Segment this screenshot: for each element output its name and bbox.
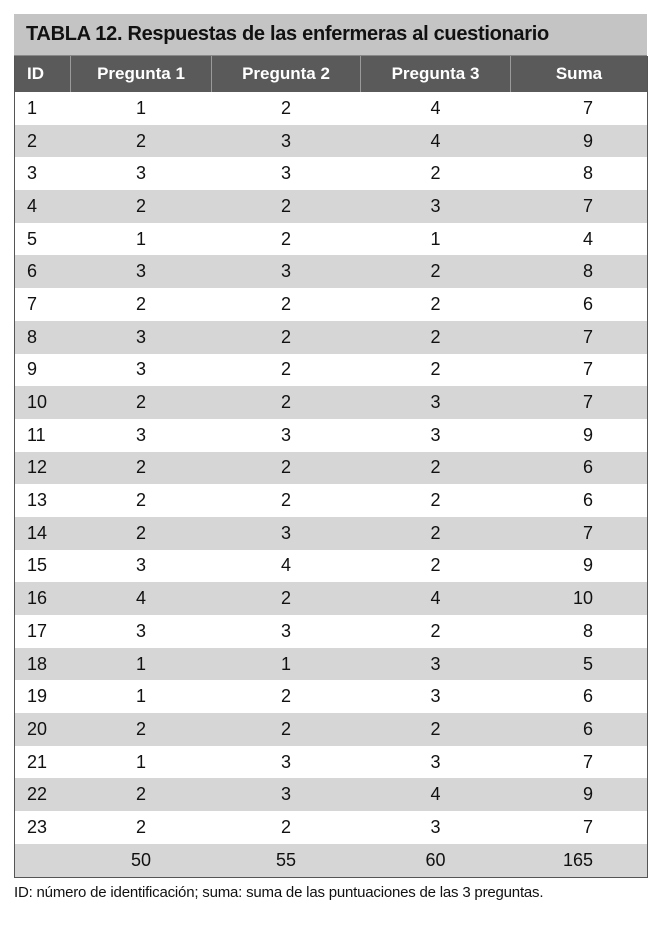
pregunta-2-cell: 2 (212, 386, 361, 419)
totals-row (15, 844, 648, 877)
pregunta-2-cell: 3 (212, 125, 361, 158)
id-cell: 6 (15, 255, 71, 288)
pregunta-2-cell: 2 (212, 582, 361, 615)
table-row (15, 713, 648, 746)
pregunta-3-cell: 2 (361, 517, 511, 550)
footnote: ID: número de identificación; suma: suma de las puntuaciones de las 3 preguntas. (14, 884, 544, 901)
table-row (15, 550, 648, 583)
table-row (15, 452, 648, 485)
table-body (15, 92, 648, 877)
id-cell: 15 (27, 555, 48, 576)
suma-cell: 7 (582, 751, 593, 772)
pregunta-2-cell: 2 (280, 359, 291, 380)
id-cell: 17 (27, 620, 48, 641)
responses-table (14, 56, 648, 878)
suma-cell: 9 (511, 125, 648, 158)
table-row (15, 680, 648, 713)
table-row (15, 223, 648, 256)
suma-cell: 6 (582, 686, 593, 707)
suma-cell: 7 (582, 97, 593, 118)
suma-cell: 8 (511, 255, 648, 288)
header-pregunta-2: Pregunta 2 (212, 56, 361, 92)
suma-cell: 7 (582, 816, 593, 837)
pregunta-3-cell: 4 (361, 125, 511, 158)
table-row (15, 92, 648, 125)
id-cell: 8 (15, 321, 71, 354)
suma-cell: 7 (511, 386, 648, 419)
header-pregunta-1: Pregunta 1 (71, 56, 212, 92)
pregunta-1-cell: 2 (71, 386, 212, 419)
pregunta-3-cell: 2 (430, 620, 441, 641)
table-row (15, 125, 648, 158)
table-row (15, 811, 648, 844)
pregunta-1-cell: 2 (71, 778, 212, 811)
pregunta-2-cell: 3 (280, 620, 291, 641)
id-cell: 7 (27, 293, 38, 314)
total-pregunta-2-cell: 55 (212, 844, 361, 877)
header-pregunta-3: Pregunta 3 (361, 56, 511, 92)
pregunta-1-cell: 1 (135, 228, 146, 249)
pregunta-1-cell: 1 (135, 97, 146, 118)
table-row (15, 386, 648, 419)
pregunta-2-cell: 3 (212, 517, 361, 550)
pregunta-2-cell: 2 (280, 686, 291, 707)
id-cell: 23 (27, 816, 48, 837)
pregunta-1-cell: 2 (71, 713, 212, 746)
id-cell: 11 (27, 424, 46, 445)
id-cell: 9 (27, 359, 38, 380)
table-row (15, 255, 648, 288)
pregunta-3-cell: 2 (430, 359, 441, 380)
pregunta-2-cell: 3 (212, 255, 361, 288)
pregunta-1-cell: 4 (71, 582, 212, 615)
table-row (15, 484, 648, 517)
pregunta-2-cell: 2 (212, 452, 361, 485)
pregunta-2-cell: 3 (280, 751, 291, 772)
pregunta-3-cell: 2 (361, 713, 511, 746)
pregunta-1-cell: 1 (135, 751, 146, 772)
id-cell: 10 (15, 386, 71, 419)
pregunta-1-cell: 2 (71, 452, 212, 485)
pregunta-1-cell: 3 (135, 424, 146, 445)
pregunta-1-cell: 3 (71, 255, 212, 288)
suma-cell: 7 (582, 359, 593, 380)
pregunta-2-cell: 2 (280, 490, 291, 511)
pregunta-3-cell: 4 (361, 582, 511, 615)
table-row (15, 648, 648, 681)
suma-cell: 8 (582, 163, 593, 184)
pregunta-1-cell: 1 (135, 686, 146, 707)
pregunta-2-cell: 2 (212, 321, 361, 354)
pregunta-2-cell: 2 (280, 816, 291, 837)
header-suma: Suma (511, 56, 648, 92)
table-row (15, 615, 648, 648)
header-id: ID (15, 56, 71, 92)
pregunta-1-cell: 1 (71, 648, 212, 681)
pregunta-3-cell: 4 (361, 778, 511, 811)
id-cell: 21 (27, 751, 48, 772)
total-pregunta-1-cell: 50 (71, 844, 212, 877)
pregunta-2-cell: 1 (212, 648, 361, 681)
pregunta-3-cell: 3 (361, 190, 511, 223)
pregunta-1-cell: 3 (135, 359, 146, 380)
id-cell: 20 (15, 713, 71, 746)
pregunta-1-cell: 2 (71, 190, 212, 223)
pregunta-1-cell: 2 (135, 293, 146, 314)
pregunta-3-cell: 2 (361, 255, 511, 288)
pregunta-3-cell: 2 (361, 321, 511, 354)
suma-cell: 9 (582, 424, 593, 445)
id-cell: 14 (15, 517, 71, 550)
pregunta-3-cell: 2 (430, 163, 441, 184)
total-id-cell (15, 844, 71, 877)
suma-cell: 6 (511, 713, 648, 746)
id-cell: 19 (27, 686, 48, 707)
pregunta-3-cell: 2 (430, 555, 441, 576)
id-cell: 12 (15, 452, 71, 485)
pregunta-3-cell: 3 (430, 686, 441, 707)
pregunta-2-cell: 2 (212, 713, 361, 746)
pregunta-3-cell: 4 (430, 97, 441, 118)
table-row (15, 190, 648, 223)
pregunta-1-cell: 3 (135, 555, 146, 576)
table-row (15, 157, 648, 190)
id-cell: 16 (15, 582, 71, 615)
suma-cell: 7 (511, 190, 648, 223)
pregunta-3-cell: 3 (430, 751, 441, 772)
pregunta-1-cell: 3 (71, 321, 212, 354)
pregunta-2-cell: 2 (280, 293, 291, 314)
suma-cell: 8 (582, 620, 593, 641)
table-row (15, 288, 648, 321)
pregunta-2-cell: 2 (212, 190, 361, 223)
pregunta-2-cell: 3 (280, 424, 291, 445)
pregunta-1-cell: 3 (135, 163, 146, 184)
table-row (15, 354, 648, 387)
suma-cell: 6 (582, 293, 593, 314)
pregunta-2-cell: 2 (280, 97, 291, 118)
suma-cell: 6 (511, 452, 648, 485)
id-cell: 1 (27, 97, 38, 118)
suma-cell: 4 (582, 228, 593, 249)
table-row (15, 778, 648, 811)
table-title: TABLA 12. Respuestas de las enfermeras al cuestionario (14, 14, 647, 56)
id-cell: 2 (15, 125, 71, 158)
suma-cell: 7 (511, 321, 648, 354)
table-row (15, 582, 648, 615)
pregunta-2-cell: 4 (280, 555, 291, 576)
suma-cell: 6 (582, 490, 593, 511)
pregunta-3-cell: 3 (361, 648, 511, 681)
pregunta-2-cell: 2 (280, 228, 291, 249)
suma-cell: 5 (511, 648, 648, 681)
pregunta-3-cell: 3 (361, 386, 511, 419)
pregunta-1-cell: 3 (135, 620, 146, 641)
pregunta-2-cell: 3 (212, 778, 361, 811)
pregunta-3-cell: 2 (430, 490, 441, 511)
pregunta-1-cell: 2 (71, 125, 212, 158)
pregunta-3-cell: 2 (430, 293, 441, 314)
id-cell: 22 (15, 778, 71, 811)
id-cell: 3 (27, 163, 38, 184)
pregunta-3-cell: 3 (430, 424, 441, 445)
suma-cell: 7 (511, 517, 648, 550)
suma-cell: 10 (511, 582, 648, 615)
suma-cell: 9 (511, 778, 648, 811)
suma-cell: 9 (582, 555, 593, 576)
id-cell: 4 (15, 190, 71, 223)
table-frame (14, 14, 647, 878)
table-row (15, 419, 648, 452)
pregunta-1-cell: 2 (71, 517, 212, 550)
pregunta-2-cell: 3 (280, 163, 291, 184)
id-cell: 18 (15, 648, 71, 681)
table-row (15, 321, 648, 354)
total-suma-cell: 165 (511, 844, 648, 877)
pregunta-1-cell: 2 (135, 490, 146, 511)
pregunta-3-cell: 1 (430, 228, 441, 249)
pregunta-1-cell: 2 (135, 816, 146, 837)
pregunta-3-cell: 3 (430, 816, 441, 837)
id-cell: 5 (27, 228, 38, 249)
total-pregunta-3-cell: 60 (361, 844, 511, 877)
pregunta-3-cell: 2 (361, 452, 511, 485)
id-cell: 13 (27, 490, 48, 511)
table-row (15, 746, 648, 779)
header-row (15, 56, 648, 92)
table-row (15, 517, 648, 550)
